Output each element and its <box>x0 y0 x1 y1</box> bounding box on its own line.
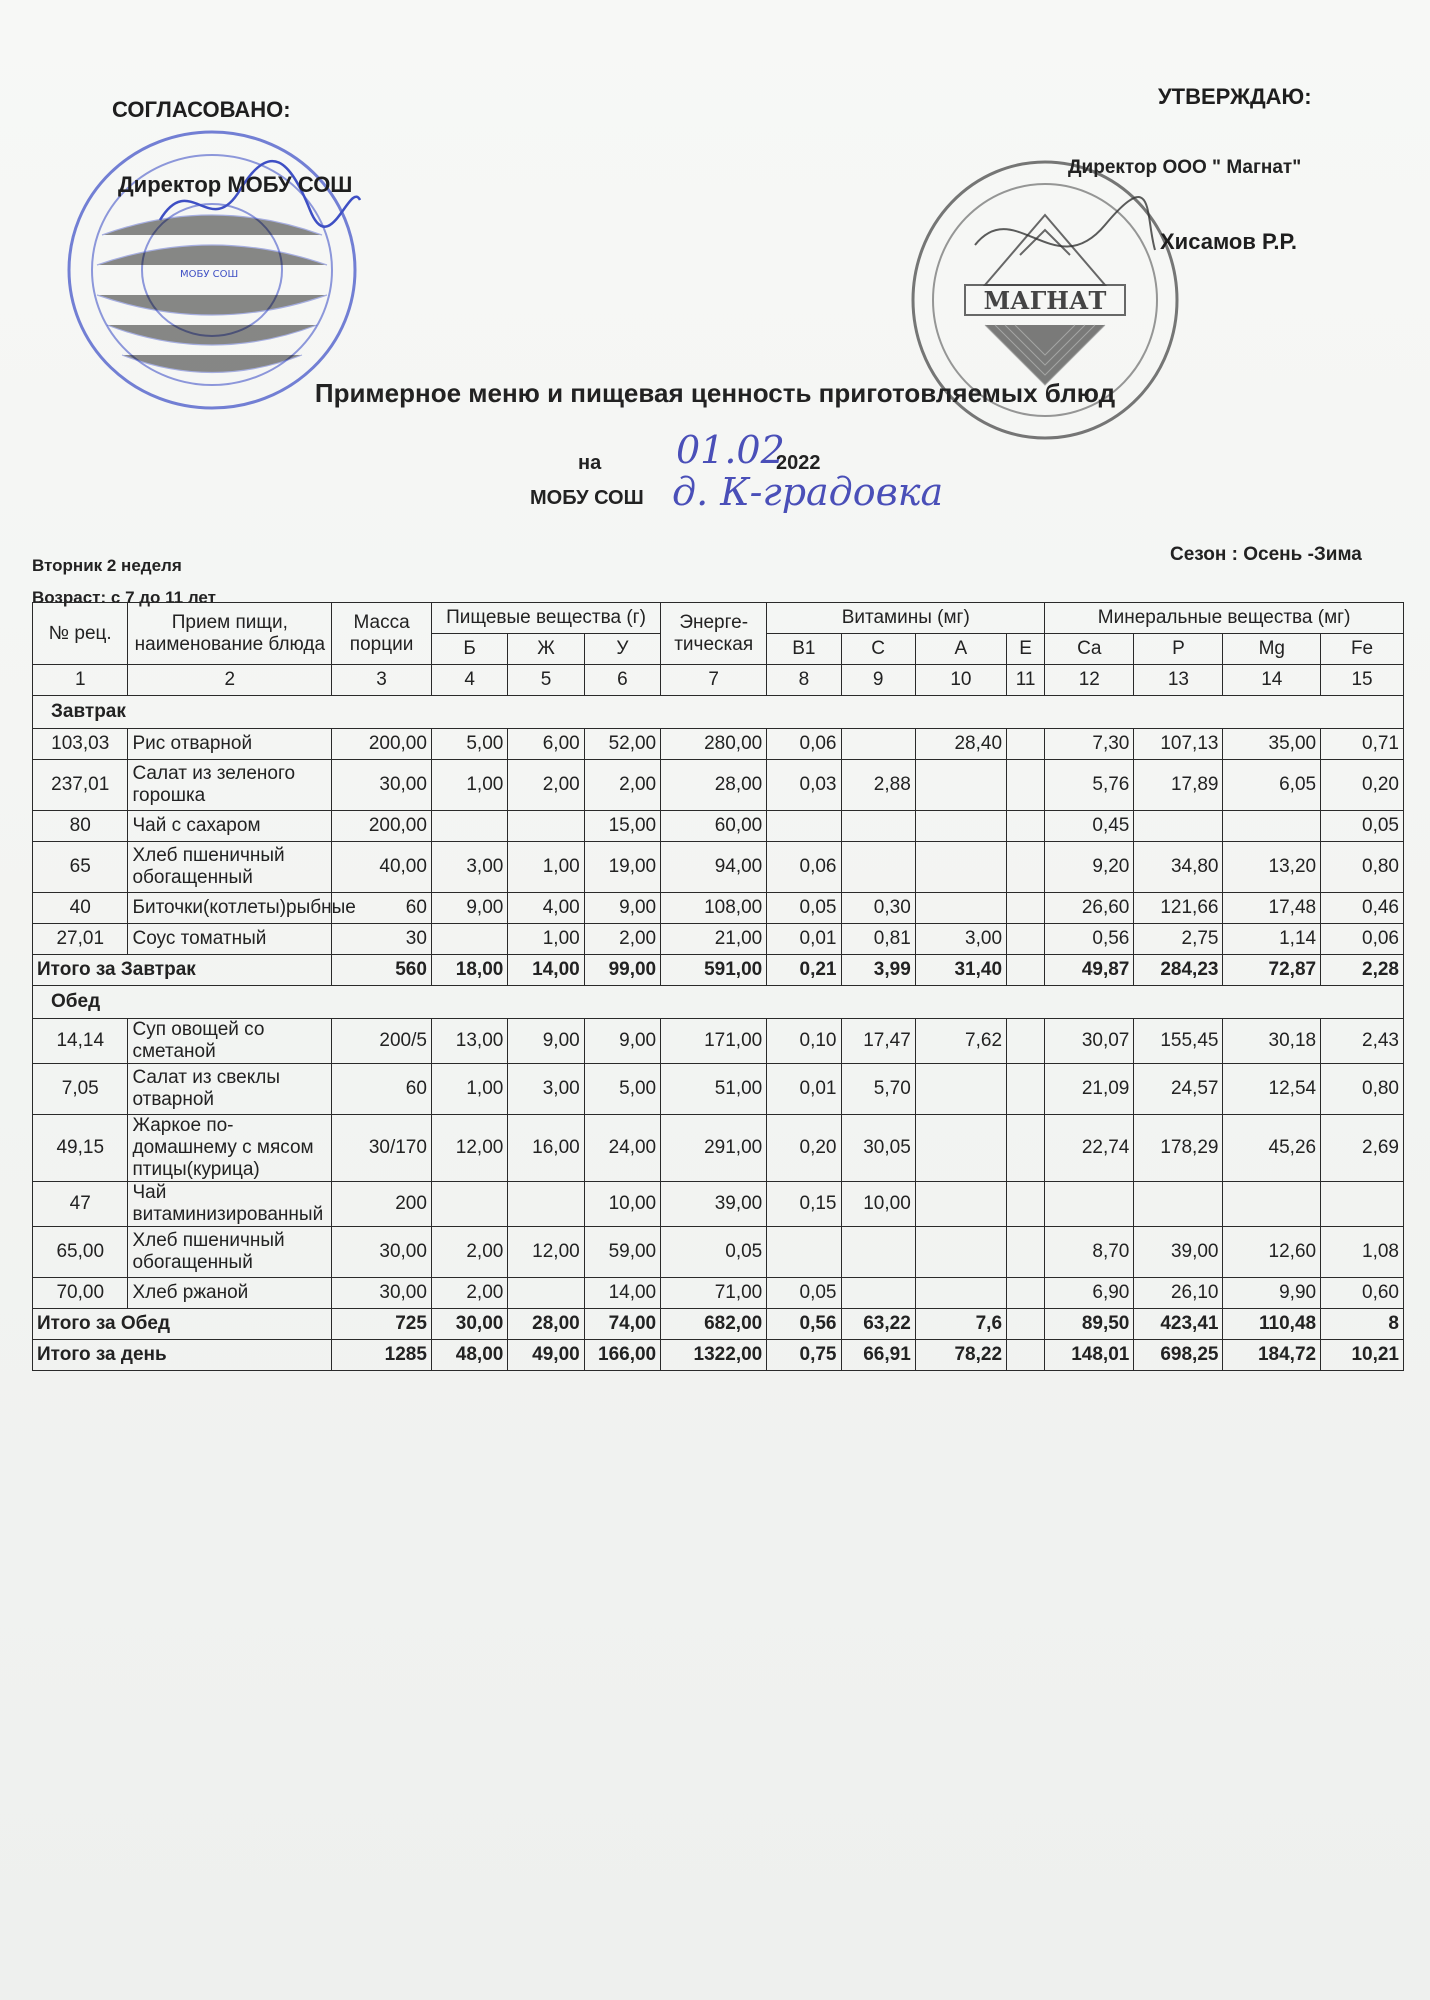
protein-value <box>431 811 507 842</box>
sub-zh: Ж <box>508 634 584 665</box>
calcium-value: 22,74 <box>1045 1115 1134 1182</box>
vit-b1-value <box>767 1227 841 1278</box>
total-fat: 28,00 <box>508 1309 584 1340</box>
vit-a-value <box>915 842 1006 893</box>
vit-c-value <box>841 1227 915 1278</box>
vit-c-value <box>841 811 915 842</box>
calcium-value: 7,30 <box>1045 729 1134 760</box>
total-mass: 1285 <box>332 1340 432 1371</box>
col-num: 4 <box>431 665 507 696</box>
fat-value: 1,00 <box>508 842 584 893</box>
col-num: 14 <box>1223 665 1321 696</box>
vit-b1-value: 0,10 <box>767 1019 841 1064</box>
recipe-number: 7,05 <box>33 1064 128 1115</box>
iron-value: 0,46 <box>1321 893 1404 924</box>
vit-b1-value: 0,05 <box>767 893 841 924</box>
col-num: 6 <box>584 665 660 696</box>
iron-value: 1,08 <box>1321 1227 1404 1278</box>
calcium-value: 8,70 <box>1045 1227 1134 1278</box>
calcium-value: 9,20 <box>1045 842 1134 893</box>
total-calcium: 49,87 <box>1045 955 1134 986</box>
vit-a-value: 28,40 <box>915 729 1006 760</box>
phosphorus-value: 121,66 <box>1134 893 1223 924</box>
table-row <box>33 729 1404 760</box>
phosphorus-value: 39,00 <box>1134 1227 1223 1278</box>
vit-a-value: 3,00 <box>915 924 1006 955</box>
sub-ca: Ca <box>1045 634 1134 665</box>
col-num: 11 <box>1007 665 1045 696</box>
vit-a-value <box>915 893 1006 924</box>
section-row <box>33 696 1404 729</box>
fat-value: 16,00 <box>508 1115 584 1182</box>
vit-e-value <box>1007 760 1045 811</box>
recipe-number: 237,01 <box>33 760 128 811</box>
total-fat: 49,00 <box>508 1340 584 1371</box>
vit-b1-value: 0,05 <box>767 1278 841 1309</box>
fat-value <box>508 811 584 842</box>
calcium-value: 6,90 <box>1045 1278 1134 1309</box>
total-carbs: 166,00 <box>584 1340 660 1371</box>
iron-value: 0,80 <box>1321 1064 1404 1115</box>
total-iron: 2,28 <box>1321 955 1404 986</box>
phosphorus-value: 24,57 <box>1134 1064 1223 1115</box>
recipe-number: 27,01 <box>33 924 128 955</box>
vit-c-value <box>841 842 915 893</box>
dish-name: Салат из свеклы отварной <box>128 1064 332 1115</box>
total-vit-e <box>1007 1309 1045 1340</box>
protein-value: 2,00 <box>431 1278 507 1309</box>
magnesium-value: 45,26 <box>1223 1115 1321 1182</box>
total-vit-a: 7,6 <box>915 1309 1006 1340</box>
approve-label: УТВЕРЖДАЮ: <box>1158 84 1312 109</box>
fat-value: 1,00 <box>508 924 584 955</box>
energy-value: 60,00 <box>661 811 767 842</box>
dish-name: Биточки(котлеты)рыбные <box>128 893 332 924</box>
energy-value: 71,00 <box>661 1278 767 1309</box>
table-row <box>33 1019 1404 1064</box>
phosphorus-value: 26,10 <box>1134 1278 1223 1309</box>
section-title: Завтрак <box>33 696 1404 729</box>
total-vit-a: 78,22 <box>915 1340 1006 1371</box>
fat-value: 12,00 <box>508 1227 584 1278</box>
sub-e: Е <box>1007 634 1045 665</box>
col-num: 10 <box>915 665 1006 696</box>
recipe-number: 80 <box>33 811 128 842</box>
portion-mass: 60 <box>332 1064 432 1115</box>
total-magnesium: 72,87 <box>1223 955 1321 986</box>
vit-a-value <box>915 811 1006 842</box>
portion-mass: 200,00 <box>332 811 432 842</box>
calcium-value: 21,09 <box>1045 1064 1134 1115</box>
vit-b1-value: 0,03 <box>767 760 841 811</box>
calcium-value: 0,45 <box>1045 811 1134 842</box>
magnesium-value <box>1223 811 1321 842</box>
fat-value: 3,00 <box>508 1064 584 1115</box>
dish-name: Жаркое по-домашнему с мясом птицы(курица) <box>128 1115 332 1182</box>
total-iron: 10,21 <box>1321 1340 1404 1371</box>
magnesium-value: 35,00 <box>1223 729 1321 760</box>
vit-b1-value: 0,01 <box>767 1064 841 1115</box>
calcium-value <box>1045 1182 1134 1227</box>
total-vit-b1: 0,75 <box>767 1340 841 1371</box>
recipe-number: 65 <box>33 842 128 893</box>
energy-value: 291,00 <box>661 1115 767 1182</box>
header-vitamins: Витамины (мг) <box>767 603 1045 634</box>
magnesium-value: 30,18 <box>1223 1019 1321 1064</box>
vit-e-value <box>1007 811 1045 842</box>
carbs-value: 9,00 <box>584 893 660 924</box>
sub-p: P <box>1134 634 1223 665</box>
fat-value: 4,00 <box>508 893 584 924</box>
total-protein: 18,00 <box>431 955 507 986</box>
vit-e-value <box>1007 1064 1045 1115</box>
magnesium-value <box>1223 1182 1321 1227</box>
calcium-value: 30,07 <box>1045 1019 1134 1064</box>
col-num: 1 <box>33 665 128 696</box>
total-phosphorus: 423,41 <box>1134 1309 1223 1340</box>
section-total-row <box>33 955 1404 986</box>
day-total-row <box>33 1340 1404 1371</box>
total-protein: 30,00 <box>431 1309 507 1340</box>
protein-value <box>431 924 507 955</box>
col-num: 15 <box>1321 665 1404 696</box>
iron-value: 0,05 <box>1321 811 1404 842</box>
total-vit-b1: 0,21 <box>767 955 841 986</box>
phosphorus-value: 178,29 <box>1134 1115 1223 1182</box>
vit-c-value: 10,00 <box>841 1182 915 1227</box>
col-num: 5 <box>508 665 584 696</box>
phosphorus-value: 17,89 <box>1134 760 1223 811</box>
dish-name: Чай витаминизированный <box>128 1182 332 1227</box>
vit-c-value <box>841 729 915 760</box>
vit-e-value <box>1007 729 1045 760</box>
carbs-value: 9,00 <box>584 1019 660 1064</box>
total-vit-c: 66,91 <box>841 1340 915 1371</box>
agreed-position: Директор МОБУ СОШ <box>118 172 353 197</box>
sub-a: А <box>915 634 1006 665</box>
vit-e-value <box>1007 1019 1045 1064</box>
portion-mass: 40,00 <box>332 842 432 893</box>
header-name: Прием пищи, наименование блюда <box>128 603 332 665</box>
total-magnesium: 184,72 <box>1223 1340 1321 1371</box>
school-prefix: МОБУ СОШ <box>530 487 644 509</box>
fat-value: 9,00 <box>508 1019 584 1064</box>
col-num: 8 <box>767 665 841 696</box>
iron-value: 2,43 <box>1321 1019 1404 1064</box>
carbs-value: 15,00 <box>584 811 660 842</box>
menu-table <box>32 602 1404 1371</box>
energy-value: 94,00 <box>661 842 767 893</box>
vit-b1-value <box>767 811 841 842</box>
left-signature <box>150 150 370 250</box>
total-iron: 8 <box>1321 1309 1404 1340</box>
total-vit-e <box>1007 1340 1045 1371</box>
col-num: 12 <box>1045 665 1134 696</box>
table-row <box>33 1064 1404 1115</box>
table-row <box>33 1115 1404 1182</box>
carbs-value: 10,00 <box>584 1182 660 1227</box>
recipe-number: 65,00 <box>33 1227 128 1278</box>
vit-b1-value: 0,15 <box>767 1182 841 1227</box>
portion-mass: 30,00 <box>332 1227 432 1278</box>
col-num: 7 <box>661 665 767 696</box>
total-fat: 14,00 <box>508 955 584 986</box>
column-number-row <box>33 665 1404 696</box>
energy-value: 108,00 <box>661 893 767 924</box>
vit-e-value <box>1007 893 1045 924</box>
protein-value: 5,00 <box>431 729 507 760</box>
fat-value <box>508 1278 584 1309</box>
vit-b1-value: 0,01 <box>767 924 841 955</box>
vit-c-value: 0,30 <box>841 893 915 924</box>
vit-b1-value: 0,06 <box>767 729 841 760</box>
energy-value: 21,00 <box>661 924 767 955</box>
portion-mass: 200,00 <box>332 729 432 760</box>
dish-name: Рис отварной <box>128 729 332 760</box>
vit-e-value <box>1007 1278 1045 1309</box>
season-label: Сезон : Осень -Зима <box>1170 544 1362 565</box>
header-energy: Энерге-тическая <box>661 603 767 665</box>
magnesium-value: 12,60 <box>1223 1227 1321 1278</box>
carbs-value: 14,00 <box>584 1278 660 1309</box>
total-calcium: 89,50 <box>1045 1309 1134 1340</box>
vit-e-value <box>1007 924 1045 955</box>
dish-name: Салат из зеленого горошка <box>128 760 332 811</box>
protein-value <box>431 1182 507 1227</box>
age-label: Возраст: с 7 до 11 лет <box>32 588 216 607</box>
vit-c-value: 30,05 <box>841 1115 915 1182</box>
calcium-value: 5,76 <box>1045 760 1134 811</box>
sub-mg: Mg <box>1223 634 1321 665</box>
protein-value: 3,00 <box>431 842 507 893</box>
recipe-number: 70,00 <box>33 1278 128 1309</box>
portion-mass: 30 <box>332 924 432 955</box>
day-label: Вторник 2 неделя <box>32 556 182 575</box>
magnesium-value: 6,05 <box>1223 760 1321 811</box>
carbs-value: 2,00 <box>584 924 660 955</box>
vit-e-value <box>1007 1182 1045 1227</box>
vit-c-value <box>841 1278 915 1309</box>
col-num: 13 <box>1134 665 1223 696</box>
vit-a-value <box>915 1115 1006 1182</box>
portion-mass: 60 <box>332 893 432 924</box>
vit-c-value: 2,88 <box>841 760 915 811</box>
approve-position: Директор ООО " Магнат" <box>1068 157 1302 178</box>
energy-value: 280,00 <box>661 729 767 760</box>
agreed-label: СОГЛАСОВАНО: <box>112 97 291 122</box>
total-vit-a: 31,40 <box>915 955 1006 986</box>
total-vit-c: 63,22 <box>841 1309 915 1340</box>
dish-name: Чай с сахаром <box>128 811 332 842</box>
section-title: Обед <box>33 986 1404 1019</box>
protein-value: 13,00 <box>431 1019 507 1064</box>
approve-name: Хисамов Р.Р. <box>1160 229 1297 254</box>
phosphorus-value <box>1134 811 1223 842</box>
stamp-text: МОБУ СОШ <box>180 269 239 280</box>
total-magnesium: 110,48 <box>1223 1309 1321 1340</box>
school-handwritten: д. К-градовка <box>672 470 944 514</box>
vit-e-value <box>1007 1227 1045 1278</box>
vit-c-value: 17,47 <box>841 1019 915 1064</box>
iron-value: 0,60 <box>1321 1278 1404 1309</box>
energy-value: 39,00 <box>661 1182 767 1227</box>
energy-value: 51,00 <box>661 1064 767 1115</box>
table-row <box>33 760 1404 811</box>
total-carbs: 74,00 <box>584 1309 660 1340</box>
recipe-number: 49,15 <box>33 1115 128 1182</box>
dish-name: Хлеб ржаной <box>128 1278 332 1309</box>
iron-value <box>1321 1182 1404 1227</box>
carbs-value: 19,00 <box>584 842 660 893</box>
recipe-number: 103,03 <box>33 729 128 760</box>
vit-a-value <box>915 1182 1006 1227</box>
sub-b1: В1 <box>767 634 841 665</box>
vit-e-value <box>1007 1115 1045 1182</box>
dish-name: Хлеб пшеничный обогащенный <box>128 1227 332 1278</box>
portion-mass: 30,00 <box>332 1278 432 1309</box>
calcium-value: 0,56 <box>1045 924 1134 955</box>
total-label: Итого за Обед <box>33 1309 332 1340</box>
table-row <box>33 893 1404 924</box>
carbs-value: 59,00 <box>584 1227 660 1278</box>
recipe-number: 47 <box>33 1182 128 1227</box>
total-carbs: 99,00 <box>584 955 660 986</box>
vit-b1-value: 0,20 <box>767 1115 841 1182</box>
header-minerals: Минеральные вещества (мг) <box>1045 603 1404 634</box>
iron-value: 0,71 <box>1321 729 1404 760</box>
vit-a-value <box>915 1064 1006 1115</box>
iron-value: 2,69 <box>1321 1115 1404 1182</box>
phosphorus-value: 155,45 <box>1134 1019 1223 1064</box>
col-num: 2 <box>128 665 332 696</box>
table-header-row <box>33 603 1404 634</box>
magnesium-value: 9,90 <box>1223 1278 1321 1309</box>
vit-b1-value: 0,06 <box>767 842 841 893</box>
portion-mass: 200 <box>332 1182 432 1227</box>
total-vit-b1: 0,56 <box>767 1309 841 1340</box>
carbs-value: 5,00 <box>584 1064 660 1115</box>
dish-name: Соус томатный <box>128 924 332 955</box>
protein-value: 1,00 <box>431 1064 507 1115</box>
recipe-number: 40 <box>33 893 128 924</box>
magnesium-value: 1,14 <box>1223 924 1321 955</box>
header-rec: № рец. <box>33 603 128 665</box>
total-calcium: 148,01 <box>1045 1340 1134 1371</box>
fat-value: 6,00 <box>508 729 584 760</box>
total-phosphorus: 698,25 <box>1134 1340 1223 1371</box>
calcium-value: 26,60 <box>1045 893 1134 924</box>
portion-mass: 30,00 <box>332 760 432 811</box>
header-nutrients: Пищевые вещества (г) <box>431 603 660 634</box>
protein-value: 12,00 <box>431 1115 507 1182</box>
magnesium-value: 17,48 <box>1223 893 1321 924</box>
energy-value: 0,05 <box>661 1227 767 1278</box>
magnesium-value: 12,54 <box>1223 1064 1321 1115</box>
table-row <box>33 1182 1404 1227</box>
table-row <box>33 842 1404 893</box>
portion-mass: 200/5 <box>332 1019 432 1064</box>
date-handwritten: 01.02 <box>676 428 785 472</box>
protein-value: 1,00 <box>431 760 507 811</box>
energy-value: 28,00 <box>661 760 767 811</box>
stamp-brand: МАГНАТ <box>983 286 1107 315</box>
table-row <box>33 1278 1404 1309</box>
protein-value: 2,00 <box>431 1227 507 1278</box>
fat-value: 2,00 <box>508 760 584 811</box>
section-row <box>33 986 1404 1019</box>
total-mass: 560 <box>332 955 432 986</box>
magnesium-value: 13,20 <box>1223 842 1321 893</box>
total-label: Итого за Завтрак <box>33 955 332 986</box>
phosphorus-value: 34,80 <box>1134 842 1223 893</box>
portion-mass: 30/170 <box>332 1115 432 1182</box>
protein-value: 9,00 <box>431 893 507 924</box>
vit-c-value: 5,70 <box>841 1064 915 1115</box>
vit-a-value <box>915 1227 1006 1278</box>
sub-u: У <box>584 634 660 665</box>
col-num: 3 <box>332 665 432 696</box>
table-row <box>33 1227 1404 1278</box>
header-mass: Масса порции <box>332 603 432 665</box>
dish-name: Суп овощей со сметаной <box>128 1019 332 1064</box>
date-year: 2022 <box>776 452 821 474</box>
total-phosphorus: 284,23 <box>1134 955 1223 986</box>
carbs-value: 24,00 <box>584 1115 660 1182</box>
iron-value: 0,80 <box>1321 842 1404 893</box>
section-total-row <box>33 1309 1404 1340</box>
col-num: 9 <box>841 665 915 696</box>
carbs-value: 2,00 <box>584 760 660 811</box>
fat-value <box>508 1182 584 1227</box>
vit-a-value <box>915 760 1006 811</box>
total-label: Итого за день <box>33 1340 332 1371</box>
total-vit-c: 3,99 <box>841 955 915 986</box>
menu-table-body <box>33 603 1404 1371</box>
phosphorus-value: 2,75 <box>1134 924 1223 955</box>
iron-value: 0,20 <box>1321 760 1404 811</box>
date-prefix: на <box>578 452 602 474</box>
sub-b: Б <box>431 634 507 665</box>
iron-value: 0,06 <box>1321 924 1404 955</box>
sub-c: С <box>841 634 915 665</box>
recipe-number: 14,14 <box>33 1019 128 1064</box>
total-vit-e <box>1007 955 1045 986</box>
total-mass: 725 <box>332 1309 432 1340</box>
vit-e-value <box>1007 842 1045 893</box>
energy-value: 171,00 <box>661 1019 767 1064</box>
vit-a-value <box>915 1278 1006 1309</box>
carbs-value: 52,00 <box>584 729 660 760</box>
phosphorus-value: 107,13 <box>1134 729 1223 760</box>
sub-fe: Fe <box>1321 634 1404 665</box>
total-energy: 1322,00 <box>661 1340 767 1371</box>
total-protein: 48,00 <box>431 1340 507 1371</box>
total-energy: 682,00 <box>661 1309 767 1340</box>
document-title: Примерное меню и пищевая ценность приготовляемых блюд <box>314 378 1116 408</box>
table-row <box>33 924 1404 955</box>
table-row <box>33 811 1404 842</box>
total-energy: 591,00 <box>661 955 767 986</box>
dish-name: Хлеб пшеничный обогащенный <box>128 842 332 893</box>
phosphorus-value <box>1134 1182 1223 1227</box>
vit-a-value: 7,62 <box>915 1019 1006 1064</box>
vit-c-value: 0,81 <box>841 924 915 955</box>
